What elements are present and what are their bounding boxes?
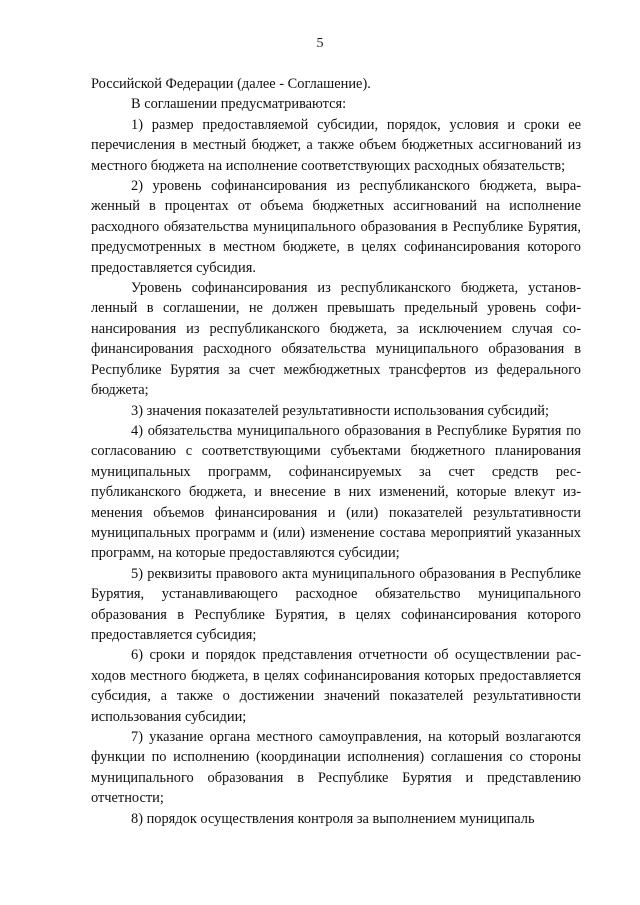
paragraph-item-6: 6) сроки и порядок представления отчетности об осуществлении расходов местного бюджета, в целях софинансирования которых предоставляется субсидия, а также о достижении значений показателей результативности использования субсидии; [91, 647, 581, 725]
paragraph-item-7: 7) указание органа местного самоуправления, на который возлагаются функции по исполнению (координации исполнения) соглашения со стороны муниципального образования в Республике Бурятия и представлению отчетности; [91, 729, 581, 807]
paragraph-continuation: Российской Федерации (далее - Соглашение). [91, 76, 371, 92]
paragraph-item-1: 1) размер предоставляемой субсидии, порядок, условия и сроки ее перечисления в местный бюджет, а также объем бюджетных ассигнований из местного бюджета на исполнение соответствующих расходных обязательств; [91, 116, 581, 174]
document-body [91, 74, 581, 829]
paragraph-cofinancing-level: Уровень софинансирования из республиканского бюджета, установленный в соглашении, не должен превышать предельный уровень софинансирования из республиканского бюджета, за исключением случая софинансирования расходного обязательства муниципального образования в Республике Бурятия за счет межбюджетных трансфертов из федерального бюджета; [91, 280, 581, 399]
paragraph-item-5: 5) реквизиты правового акта муниципального образования в Республике Бурятия, устанавливающего расходное обязательство муниципального образования в Республике Бурятия, в целях софинансирования которого предоставляется субсидия; [91, 565, 581, 643]
paragraph-intro: В соглашении предусматриваются: [131, 96, 347, 113]
paragraph-item-3: 3) значения показателей результативности использования субсидий; [131, 402, 550, 419]
paragraph-item-8: 8) порядок осуществления контроля за выполнением муниципаль [131, 810, 535, 827]
paragraph-item-4: 4) обязательства муниципального образования в Республике Бурятия по согласованию с соответствующими субъектами бюджетного планирования муниципальных программ, софинансируемых за счет средств республиканского бюджета, и внесение в них изменений, которые влекут изменения объемов финансирования и (или) показателей результативности муниципальных программ и (или) изменение состава мероприятий указанных программ, на которые предоставляются субсидии; [91, 422, 581, 562]
page-number: 5 [316, 36, 324, 51]
paragraph-item-2: 2) уровень софинансирования из республиканского бюджета, выраженный в процентах от объема бюджетных ассигнований на исполнение расходного обязательства муниципального образования в Республике Бурятия, предусмотренных в местном бюджете, в целях софинансирования которого предоставляется субсидия. [91, 178, 581, 276]
